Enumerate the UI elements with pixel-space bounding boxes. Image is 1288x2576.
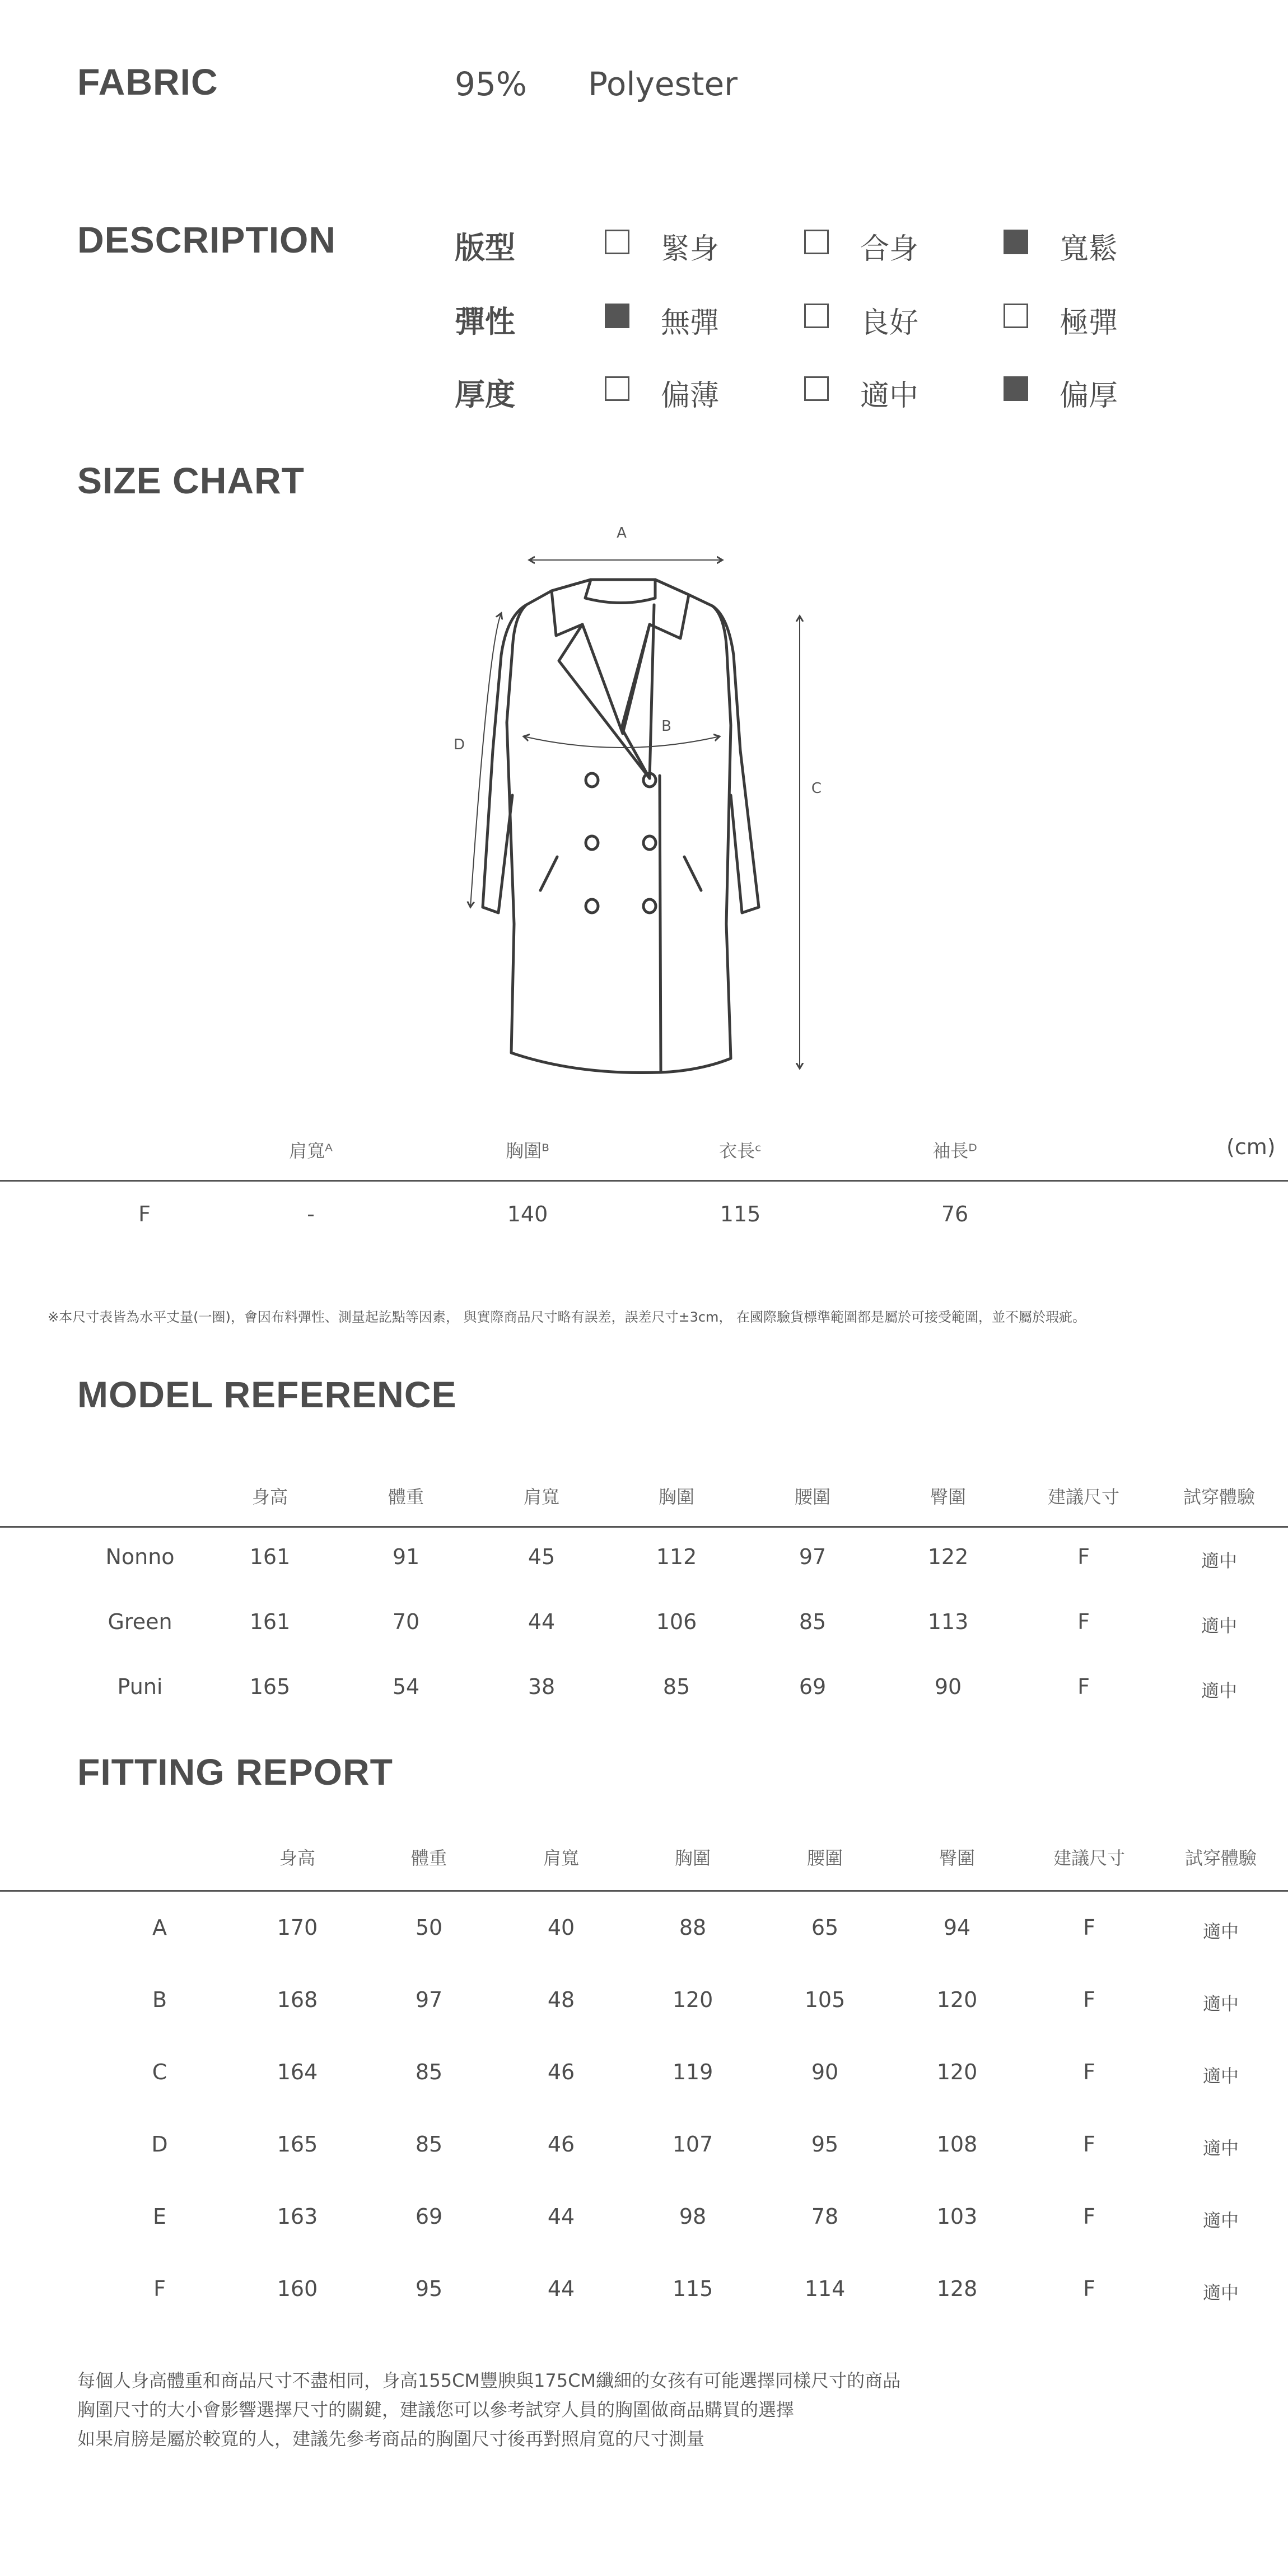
table-cell: 適中 xyxy=(1202,1993,1239,2014)
model-reference-header-rule xyxy=(0,1526,1288,1528)
table-cell: 95 xyxy=(811,2132,839,2157)
row-name: B xyxy=(152,1987,167,2012)
table-cell: 120 xyxy=(936,2060,978,2084)
footer-note-line: 如果肩膀是屬於較寬的人，建議先參考商品的胸圍尺寸後再對照肩寬的尺寸測量 xyxy=(77,2428,705,2449)
table-cell: 適中 xyxy=(1201,1615,1238,1636)
table-cell: 適中 xyxy=(1202,2282,1239,2303)
fitting-report-header: 建議尺寸 xyxy=(1053,1847,1126,1869)
size-cell: - xyxy=(307,1202,315,1226)
table-cell: 適中 xyxy=(1202,2065,1239,2087)
row-name: A xyxy=(152,1915,167,1940)
table-cell: F xyxy=(1083,2060,1095,2084)
row-name: C xyxy=(152,2060,167,2084)
measure-a-label: A xyxy=(617,525,627,542)
model-reference-title: MODEL REFERENCE xyxy=(77,1374,457,1415)
checkbox-unchecked xyxy=(804,304,829,328)
table-cell: 適中 xyxy=(1201,1680,1238,1701)
model-reference-header: 試穿體驗 xyxy=(1183,1486,1256,1508)
table-cell: 107 xyxy=(672,2132,713,2157)
model-reference-header: 體重 xyxy=(388,1486,424,1508)
table-cell: F xyxy=(1083,1915,1095,1940)
table-cell: 45 xyxy=(528,1544,556,1569)
fitting-report-header: 腰圍 xyxy=(806,1847,843,1869)
table-cell: 165 xyxy=(249,1674,291,1699)
table-cell: 65 xyxy=(811,1915,839,1940)
description-row-label: 版型 xyxy=(455,230,515,265)
description-option-label: 良好 xyxy=(860,306,919,340)
description-title: DESCRIPTION xyxy=(77,219,337,260)
table-cell: 38 xyxy=(528,1674,556,1699)
description-option-label: 合身 xyxy=(860,232,919,266)
table-cell: 161 xyxy=(249,1544,291,1569)
table-cell: 128 xyxy=(936,2276,978,2301)
coat-right-pocket xyxy=(684,857,701,890)
coat-button xyxy=(643,899,656,913)
table-cell: 69 xyxy=(415,2204,443,2229)
table-cell: 164 xyxy=(277,2060,318,2084)
model-reference-header: 胸圍 xyxy=(658,1486,695,1508)
description-option-label: 極彈 xyxy=(1060,306,1118,340)
footer-note-line: 每個人身高體重和商品尺寸不盡相同，身高155CM豐腴與175CM纖細的女孩有可能選擇同樣尺寸的商品 xyxy=(77,2370,901,2391)
table-cell: 88 xyxy=(679,1915,707,1940)
table-cell: 94 xyxy=(943,1915,971,1940)
fabric-title: FABRIC xyxy=(77,61,218,102)
model-reference-header: 建議尺寸 xyxy=(1047,1486,1120,1508)
fabric-material: Polyester xyxy=(588,65,738,103)
fabric-percent: 95% xyxy=(455,65,527,103)
table-cell: 103 xyxy=(936,2204,978,2229)
fitting-report-header: 試穿體驗 xyxy=(1184,1847,1257,1869)
row-name: Green xyxy=(108,1609,172,1634)
table-cell: 85 xyxy=(799,1609,827,1634)
table-cell: 113 xyxy=(927,1609,969,1634)
coat-button xyxy=(643,836,656,850)
model-reference-header: 腰圍 xyxy=(794,1486,831,1508)
table-cell: 85 xyxy=(662,1674,690,1699)
coat-left-sleeve xyxy=(483,605,526,913)
fitting-report-header-rule xyxy=(0,1890,1288,1892)
table-cell: 168 xyxy=(277,1987,318,2012)
coat-front-edge xyxy=(660,776,661,1071)
checkbox-unchecked xyxy=(1004,304,1028,328)
measure-d-label: D xyxy=(453,736,465,753)
table-cell: F xyxy=(1083,2204,1095,2229)
table-cell: 91 xyxy=(392,1544,420,1569)
checkbox-checked xyxy=(1004,376,1028,401)
table-cell: 170 xyxy=(277,1915,318,1940)
checkbox-unchecked xyxy=(804,230,829,254)
fitting-report-title: FITTING REPORT xyxy=(77,1751,393,1793)
table-cell: 46 xyxy=(547,2132,575,2157)
table-cell: 78 xyxy=(811,2204,839,2229)
table-cell: 90 xyxy=(934,1674,962,1699)
checkbox-checked xyxy=(1004,230,1028,254)
size-chart-title: SIZE CHART xyxy=(77,460,305,501)
footer-note-line: 胸圍尺寸的大小會影響選擇尺寸的關鍵，建議您可以參考試穿人員的胸圍做商品購買的選擇 xyxy=(77,2399,795,2420)
description-option-label: 無彈 xyxy=(661,306,720,340)
table-cell: 85 xyxy=(415,2132,443,2157)
row-name: F xyxy=(153,2276,166,2301)
description-option-label: 緊身 xyxy=(661,232,720,266)
table-cell: 54 xyxy=(392,1674,420,1699)
table-cell: 70 xyxy=(392,1609,420,1634)
row-name: Nonno xyxy=(105,1544,175,1569)
table-cell: 114 xyxy=(804,2276,846,2301)
description-option-label: 寬鬆 xyxy=(1060,232,1118,266)
table-cell: 46 xyxy=(547,2060,575,2084)
table-cell: 44 xyxy=(547,2204,575,2229)
description-row-label: 厚度 xyxy=(455,377,515,412)
table-cell: F xyxy=(1083,1987,1095,2012)
coat-right-sleeve xyxy=(712,606,759,913)
table-cell: 160 xyxy=(277,2276,318,2301)
description-option-label: 偏薄 xyxy=(661,379,720,413)
table-cell: 85 xyxy=(415,2060,443,2084)
table-cell: 115 xyxy=(672,2276,713,2301)
table-cell: F xyxy=(1077,1674,1090,1699)
coat-button xyxy=(586,773,598,787)
fitting-report-header: 臀圍 xyxy=(939,1847,976,1869)
fitting-report-header: 體重 xyxy=(410,1847,447,1869)
size-unit: (cm) xyxy=(1226,1135,1276,1159)
size-row-label: F xyxy=(138,1202,151,1226)
coat-lapel-right xyxy=(622,605,654,778)
coat-left-pocket xyxy=(540,857,557,890)
table-cell: F xyxy=(1077,1544,1090,1569)
row-name: D xyxy=(151,2132,168,2157)
table-cell: 98 xyxy=(679,2204,707,2229)
table-cell: 97 xyxy=(799,1544,827,1569)
table-cell: 119 xyxy=(672,2060,713,2084)
size-header: 衣長ᶜ xyxy=(719,1140,762,1161)
size-cell: 76 xyxy=(941,1202,969,1226)
table-cell: 適中 xyxy=(1202,1921,1239,1942)
row-name: Puni xyxy=(117,1674,163,1699)
model-reference-header: 身高 xyxy=(251,1486,288,1508)
table-cell: 112 xyxy=(656,1544,697,1569)
table-cell: 163 xyxy=(277,2204,318,2229)
size-note: ※本尺寸表皆為水平丈量(一圈)，會因布料彈性、測量起訖點等因素， 與實際商品尺寸略有誤差，誤差尺寸±3cm， 在國際驗貨標準範圍都是屬於可接受範圍，並不屬於瑕疵。 xyxy=(48,1309,1086,1325)
table-cell: 105 xyxy=(804,1987,846,2012)
table-cell: 40 xyxy=(547,1915,575,1940)
checkbox-unchecked xyxy=(804,376,829,401)
size-header-rule xyxy=(0,1180,1288,1182)
table-cell: 44 xyxy=(547,2276,575,2301)
size-header: 肩寬ᴬ xyxy=(289,1140,333,1161)
table-cell: F xyxy=(1077,1609,1090,1634)
description-option-label: 適中 xyxy=(860,379,919,413)
checkbox-unchecked xyxy=(605,376,629,401)
table-cell: 165 xyxy=(277,2132,318,2157)
description-row-label: 彈性 xyxy=(455,304,515,339)
table-cell: 90 xyxy=(811,2060,839,2084)
coat-body-outline xyxy=(507,580,731,1073)
fitting-report-header: 身高 xyxy=(279,1847,316,1869)
coat-button xyxy=(586,836,598,850)
size-cell: 115 xyxy=(720,1202,761,1226)
size-header: 袖長ᴰ xyxy=(932,1140,977,1161)
coat-button xyxy=(586,899,598,913)
table-cell: 97 xyxy=(415,1987,443,2012)
table-cell: 適中 xyxy=(1201,1550,1238,1571)
description-option-label: 偏厚 xyxy=(1060,379,1118,413)
size-cell: 140 xyxy=(507,1202,548,1226)
row-name: E xyxy=(152,2204,167,2229)
table-cell: 適中 xyxy=(1202,2210,1239,2231)
measure-b-label: B xyxy=(661,718,671,735)
table-cell: 48 xyxy=(547,1987,575,2012)
size-header: 胸圍ᴮ xyxy=(506,1140,549,1161)
table-cell: 108 xyxy=(936,2132,978,2157)
table-cell: 161 xyxy=(249,1609,291,1634)
coat-collar-inner xyxy=(585,580,655,603)
table-cell: 120 xyxy=(672,1987,713,2012)
table-cell: 適中 xyxy=(1202,2138,1239,2159)
checkbox-unchecked xyxy=(605,230,629,254)
table-cell: 50 xyxy=(415,1915,443,1940)
table-cell: 69 xyxy=(799,1674,827,1699)
model-reference-header: 肩寬 xyxy=(523,1486,560,1508)
coat-diagram xyxy=(437,515,822,1075)
table-cell: 106 xyxy=(656,1609,697,1634)
fitting-report-header: 胸圍 xyxy=(674,1847,711,1869)
table-cell: F xyxy=(1083,2132,1095,2157)
table-cell: F xyxy=(1083,2276,1095,2301)
measure-c-label: C xyxy=(811,780,822,797)
model-reference-header: 臀圍 xyxy=(930,1486,967,1508)
checkbox-checked xyxy=(605,304,629,328)
table-cell: 95 xyxy=(415,2276,443,2301)
fitting-report-header: 肩寬 xyxy=(543,1847,580,1869)
table-cell: 44 xyxy=(528,1609,556,1634)
table-cell: 122 xyxy=(927,1544,969,1569)
table-cell: 120 xyxy=(936,1987,978,2012)
